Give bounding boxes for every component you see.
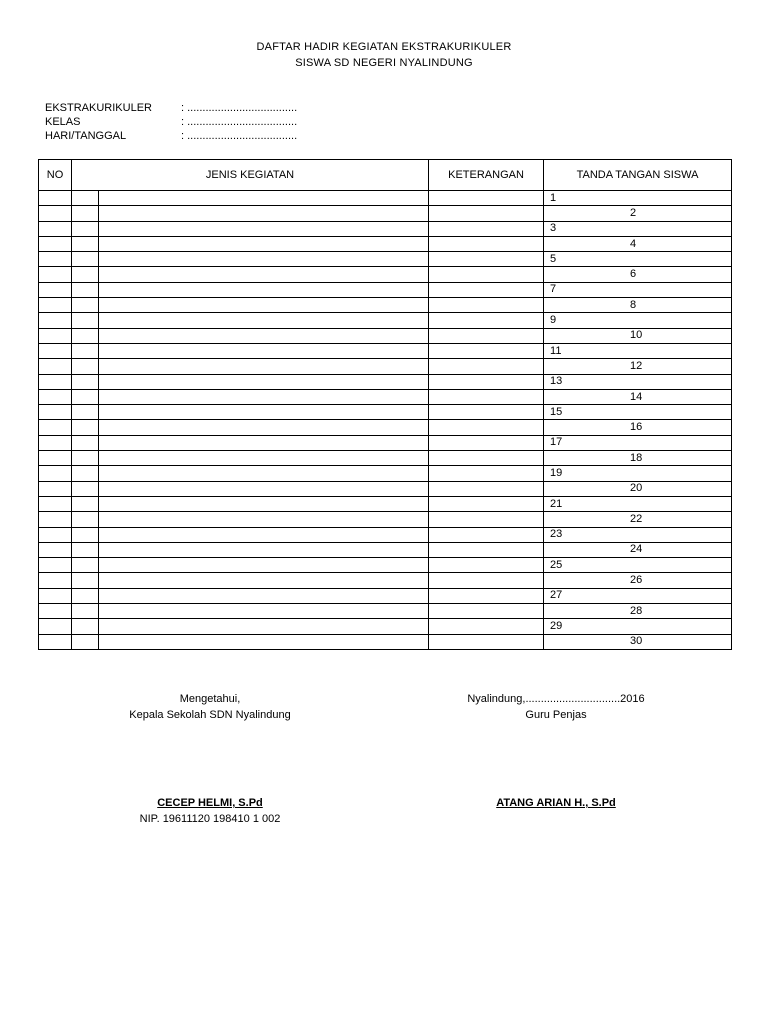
cell-jenis-kegiatan[interactable] <box>99 542 429 557</box>
cell-sub[interactable] <box>72 267 99 282</box>
footer-right-block <box>436 691 676 723</box>
cell-signature[interactable]: 16 <box>544 420 732 435</box>
cell-sub[interactable] <box>72 573 99 588</box>
cell-no[interactable] <box>39 542 72 557</box>
cell-no[interactable] <box>39 512 72 527</box>
info-value: : .................................... <box>181 116 298 128</box>
cell-jenis-kegiatan[interactable] <box>99 466 429 481</box>
cell-no[interactable] <box>39 420 72 435</box>
cell-signature[interactable]: 20 <box>544 481 732 496</box>
table-row <box>39 496 732 511</box>
cell-keterangan[interactable] <box>429 221 544 236</box>
cell-signature[interactable]: 23 <box>544 527 732 542</box>
cell-keterangan[interactable] <box>429 328 544 343</box>
teacher-name: ATANG ARIAN H., S.Pd <box>496 797 616 809</box>
cell-no[interactable] <box>39 619 72 634</box>
cell-sub[interactable] <box>72 405 99 420</box>
cell-jenis-kegiatan[interactable] <box>99 481 429 496</box>
footer-guru-penjas: Guru Penjas <box>525 709 587 721</box>
cell-no[interactable] <box>39 466 72 481</box>
cell-signature[interactable]: 3 <box>544 221 732 236</box>
cell-signature[interactable]: 29 <box>544 619 732 634</box>
cell-no[interactable] <box>39 298 72 313</box>
table-row <box>39 206 732 221</box>
footer-kepala-sekolah: Kepala Sekolah SDN Nyalindung <box>129 709 291 721</box>
cell-sub[interactable] <box>72 435 99 450</box>
info-label: EKSTRAKURIKULER <box>45 102 152 114</box>
cell-sub[interactable] <box>72 252 99 267</box>
cell-keterangan[interactable] <box>429 313 544 328</box>
table-row <box>39 405 732 420</box>
cell-no[interactable] <box>39 558 72 573</box>
cell-sub[interactable] <box>72 282 99 297</box>
cell-keterangan[interactable] <box>429 558 544 573</box>
footer-left-block <box>90 691 330 723</box>
document-title-line1: DAFTAR HADIR KEGIATAN EKSTRAKURIKULER <box>256 41 512 53</box>
cell-no[interactable] <box>39 451 72 466</box>
cell-keterangan[interactable] <box>429 374 544 389</box>
cell-no[interactable] <box>39 573 72 588</box>
cell-signature[interactable]: 19 <box>544 466 732 481</box>
cell-keterangan[interactable] <box>429 282 544 297</box>
cell-sub[interactable] <box>72 313 99 328</box>
cell-keterangan[interactable] <box>429 267 544 282</box>
document-title-line2: SISWA SD NEGERI NYALINDUNG <box>295 57 473 69</box>
cell-sub[interactable] <box>72 236 99 251</box>
cell-signature[interactable]: 11 <box>544 343 732 358</box>
table-row <box>39 634 732 649</box>
cell-no[interactable] <box>39 481 72 496</box>
cell-no[interactable] <box>39 191 72 206</box>
cell-signature[interactable]: 10 <box>544 328 732 343</box>
cell-signature[interactable]: 13 <box>544 374 732 389</box>
cell-signature[interactable]: 22 <box>544 512 732 527</box>
cell-no[interactable] <box>39 634 72 649</box>
cell-keterangan[interactable] <box>429 496 544 511</box>
cell-keterangan[interactable] <box>429 573 544 588</box>
cell-no[interactable] <box>39 604 72 619</box>
cell-jenis-kegiatan[interactable] <box>99 313 429 328</box>
header-keterangan: KETERANGAN <box>429 160 544 191</box>
table-row <box>39 558 732 573</box>
table-row <box>39 420 732 435</box>
cell-signature[interactable]: 30 <box>544 634 732 649</box>
cell-jenis-kegiatan[interactable] <box>99 558 429 573</box>
cell-keterangan[interactable] <box>429 588 544 603</box>
table-row <box>39 221 732 236</box>
attendance-table <box>38 159 732 650</box>
cell-sub[interactable] <box>72 527 99 542</box>
cell-no[interactable] <box>39 267 72 282</box>
cell-sub[interactable] <box>72 558 99 573</box>
cell-no[interactable] <box>39 328 72 343</box>
cell-signature[interactable]: 6 <box>544 267 732 282</box>
info-value: : .................................... <box>181 130 298 142</box>
cell-signature[interactable]: 4 <box>544 236 732 251</box>
cell-no[interactable] <box>39 313 72 328</box>
cell-signature[interactable]: 2 <box>544 206 732 221</box>
cell-no[interactable] <box>39 389 72 404</box>
info-row-hari-tanggal <box>45 129 297 143</box>
table-row <box>39 298 732 313</box>
table-row <box>39 252 732 267</box>
cell-no[interactable] <box>39 282 72 297</box>
cell-jenis-kegiatan[interactable] <box>99 496 429 511</box>
cell-jenis-kegiatan[interactable] <box>99 221 429 236</box>
cell-sub[interactable] <box>72 634 99 649</box>
table-header-row <box>39 160 732 191</box>
table-row <box>39 604 732 619</box>
cell-no[interactable] <box>39 435 72 450</box>
table-row <box>39 573 732 588</box>
footer-place-date: Nyalindung,...............................2016 <box>467 693 645 705</box>
cell-keterangan[interactable] <box>429 405 544 420</box>
cell-no[interactable] <box>39 405 72 420</box>
cell-signature[interactable]: 8 <box>544 298 732 313</box>
table-row <box>39 527 732 542</box>
cell-no[interactable] <box>39 206 72 221</box>
cell-keterangan[interactable] <box>429 527 544 542</box>
cell-keterangan[interactable] <box>429 343 544 358</box>
table-row <box>39 191 732 206</box>
footer-left-signature <box>100 795 320 827</box>
cell-jenis-kegiatan[interactable] <box>99 588 429 603</box>
cell-keterangan[interactable] <box>429 451 544 466</box>
cell-jenis-kegiatan[interactable] <box>99 267 429 282</box>
cell-no[interactable] <box>39 221 72 236</box>
table-row <box>39 267 732 282</box>
cell-jenis-kegiatan[interactable] <box>99 389 429 404</box>
cell-no[interactable] <box>39 236 72 251</box>
cell-sub[interactable] <box>72 191 99 206</box>
cell-jenis-kegiatan[interactable] <box>99 420 429 435</box>
footer-mengetahui: Mengetahui, <box>179 693 241 705</box>
cell-keterangan[interactable] <box>429 236 544 251</box>
cell-jenis-kegiatan[interactable] <box>99 343 429 358</box>
info-value: : .................................... <box>181 102 298 114</box>
info-row-kelas <box>45 115 297 129</box>
cell-jenis-kegiatan[interactable] <box>99 512 429 527</box>
cell-jenis-kegiatan[interactable] <box>99 435 429 450</box>
cell-signature[interactable]: 18 <box>544 451 732 466</box>
cell-jenis-kegiatan[interactable] <box>99 405 429 420</box>
cell-sub[interactable] <box>72 298 99 313</box>
cell-keterangan[interactable] <box>429 604 544 619</box>
cell-signature[interactable]: 5 <box>544 252 732 267</box>
cell-no[interactable] <box>39 343 72 358</box>
cell-signature[interactable]: 17 <box>544 435 732 450</box>
cell-keterangan[interactable] <box>429 206 544 221</box>
cell-signature[interactable]: 1 <box>544 191 732 206</box>
cell-keterangan[interactable] <box>429 481 544 496</box>
cell-no[interactable] <box>39 252 72 267</box>
cell-keterangan[interactable] <box>429 634 544 649</box>
cell-keterangan[interactable] <box>429 420 544 435</box>
cell-signature[interactable]: 9 <box>544 313 732 328</box>
info-label: HARI/TANGGAL <box>45 130 127 142</box>
cell-signature[interactable]: 28 <box>544 604 732 619</box>
table-row <box>39 481 732 496</box>
header-tanda-tangan: TANDA TANGAN SISWA <box>544 160 732 191</box>
table-row <box>39 512 732 527</box>
cell-signature[interactable]: 21 <box>544 496 732 511</box>
cell-no[interactable] <box>39 359 72 374</box>
cell-jenis-kegiatan[interactable] <box>99 191 429 206</box>
cell-jenis-kegiatan[interactable] <box>99 451 429 466</box>
cell-jenis-kegiatan[interactable] <box>99 619 429 634</box>
cell-keterangan[interactable] <box>429 389 544 404</box>
cell-jenis-kegiatan[interactable] <box>99 634 429 649</box>
cell-signature[interactable]: 25 <box>544 558 732 573</box>
cell-sub[interactable] <box>72 389 99 404</box>
cell-signature[interactable]: 7 <box>544 282 732 297</box>
header-jenis-kegiatan: JENIS KEGIATAN <box>72 160 429 191</box>
cell-sub[interactable] <box>72 206 99 221</box>
cell-sub[interactable] <box>72 481 99 496</box>
cell-keterangan[interactable] <box>429 435 544 450</box>
cell-sub[interactable] <box>72 588 99 603</box>
table-row <box>39 328 732 343</box>
cell-jenis-kegiatan[interactable] <box>99 282 429 297</box>
table-row <box>39 542 732 557</box>
cell-keterangan[interactable] <box>429 512 544 527</box>
cell-jenis-kegiatan[interactable] <box>99 573 429 588</box>
info-label: KELAS <box>45 116 81 128</box>
table-row <box>39 313 732 328</box>
cell-sub[interactable] <box>72 374 99 389</box>
cell-jenis-kegiatan[interactable] <box>99 236 429 251</box>
cell-sub[interactable] <box>72 542 99 557</box>
cell-sub[interactable] <box>72 496 99 511</box>
table-row <box>39 466 732 481</box>
table-row <box>39 389 732 404</box>
cell-jenis-kegiatan[interactable] <box>99 206 429 221</box>
cell-sub[interactable] <box>72 359 99 374</box>
table-row <box>39 359 732 374</box>
cell-jenis-kegiatan[interactable] <box>99 328 429 343</box>
cell-jenis-kegiatan[interactable] <box>99 359 429 374</box>
cell-keterangan[interactable] <box>429 619 544 634</box>
header-no: NO <box>39 160 72 191</box>
cell-signature[interactable]: 12 <box>544 359 732 374</box>
cell-sub[interactable] <box>72 328 99 343</box>
table-row <box>39 374 732 389</box>
table-row <box>39 435 732 450</box>
cell-no[interactable] <box>39 527 72 542</box>
cell-signature[interactable]: 14 <box>544 389 732 404</box>
info-row-ekstrakurikuler <box>45 101 297 115</box>
cell-signature[interactable]: 15 <box>544 405 732 420</box>
cell-keterangan[interactable] <box>429 466 544 481</box>
cell-jenis-kegiatan[interactable] <box>99 604 429 619</box>
cell-jenis-kegiatan[interactable] <box>99 374 429 389</box>
cell-no[interactable] <box>39 374 72 389</box>
table-row <box>39 236 732 251</box>
table-row <box>39 588 732 603</box>
cell-sub[interactable] <box>72 619 99 634</box>
cell-keterangan[interactable] <box>429 542 544 557</box>
footer-right-signature <box>436 795 676 811</box>
principal-name: CECEP HELMI, S.Pd <box>157 797 263 809</box>
cell-jenis-kegiatan[interactable] <box>99 298 429 313</box>
cell-jenis-kegiatan[interactable] <box>99 252 429 267</box>
cell-keterangan[interactable] <box>429 359 544 374</box>
cell-sub[interactable] <box>72 604 99 619</box>
table-row <box>39 619 732 634</box>
info-block <box>45 101 297 143</box>
cell-keterangan[interactable] <box>429 191 544 206</box>
cell-no[interactable] <box>39 496 72 511</box>
cell-signature[interactable]: 27 <box>544 588 732 603</box>
cell-signature[interactable]: 24 <box>544 542 732 557</box>
table-row <box>39 451 732 466</box>
cell-jenis-kegiatan[interactable] <box>99 527 429 542</box>
table-row <box>39 282 732 297</box>
cell-keterangan[interactable] <box>429 298 544 313</box>
cell-sub[interactable] <box>72 512 99 527</box>
cell-sub[interactable] <box>72 420 99 435</box>
cell-sub[interactable] <box>72 221 99 236</box>
cell-sub[interactable] <box>72 343 99 358</box>
principal-nip: NIP. 19611120 198410 1 002 <box>139 813 281 825</box>
cell-signature[interactable]: 26 <box>544 573 732 588</box>
cell-sub[interactable] <box>72 466 99 481</box>
cell-sub[interactable] <box>72 451 99 466</box>
cell-no[interactable] <box>39 588 72 603</box>
table-row <box>39 343 732 358</box>
cell-keterangan[interactable] <box>429 252 544 267</box>
